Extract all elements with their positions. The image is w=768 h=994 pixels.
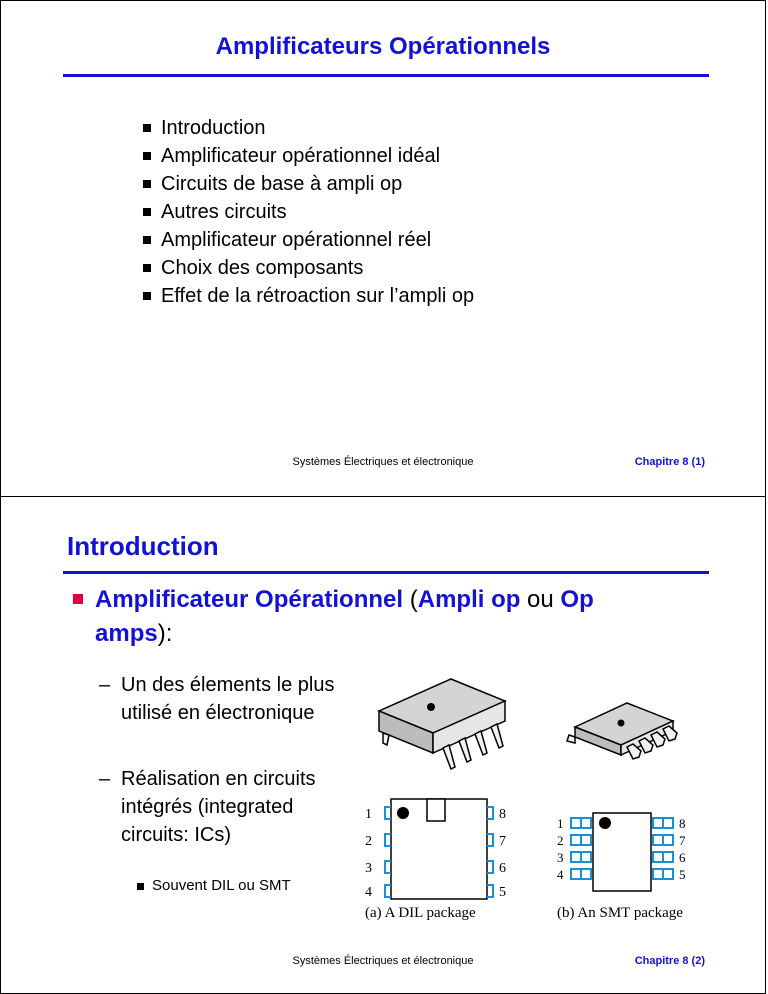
square-bullet-icon <box>143 208 151 216</box>
term-amplificateur: Amplificateur Opérationnel <box>95 586 404 613</box>
square-bullet-icon <box>143 124 151 132</box>
paren-close: ): <box>157 620 173 647</box>
sub-sub-bullet-text: Souvent DIL ou SMT <box>152 877 291 894</box>
pin-label: 4 <box>365 885 372 900</box>
dil-chip-3d-icon <box>373 673 509 773</box>
pin-label: 2 <box>557 833 564 848</box>
sub-bullet <box>99 671 349 727</box>
square-bullet-icon <box>137 883 144 890</box>
smt-pinout-diagram <box>551 809 701 895</box>
square-bullet-icon <box>143 292 151 300</box>
term-ampli-op: Ampli op <box>417 586 521 613</box>
sub-bullet <box>99 765 349 849</box>
outline-item: Choix des composants <box>143 254 474 282</box>
outline-item: Introduction <box>143 114 474 142</box>
outline-item: Autres circuits <box>143 198 474 226</box>
pin-label: 6 <box>499 861 506 876</box>
pin-label: 7 <box>679 833 686 848</box>
dil-pinout-diagram <box>361 793 511 905</box>
square-bullet-icon <box>143 152 151 160</box>
footer-course: Systèmes Électriques et électronique <box>292 955 474 967</box>
or-text: ou <box>520 586 561 613</box>
footer-chapter: Chapitre 8 (2) <box>634 955 705 967</box>
dash-bullet: – <box>99 768 111 790</box>
square-bullet-icon <box>143 264 151 272</box>
pin-label: 2 <box>365 834 372 849</box>
dash-bullet: – <box>99 674 111 696</box>
slide-title: Amplificateurs Opérationnels <box>215 33 551 60</box>
square-bullet-icon <box>143 236 151 244</box>
footer-chapter: Chapitre 8 (1) <box>634 456 705 468</box>
pin-label: 6 <box>679 850 686 865</box>
pin-label: 7 <box>499 834 506 849</box>
title-rule <box>63 74 709 77</box>
pin-label: 4 <box>557 867 564 882</box>
outline-item: Amplificateur opérationnel idéal <box>143 142 474 170</box>
square-bullet-icon <box>73 594 83 604</box>
pin-label: 5 <box>679 867 686 882</box>
pin-label: 5 <box>499 885 506 900</box>
slide-2 <box>0 496 766 994</box>
footer-course: Systèmes Électriques et électronique <box>292 456 474 468</box>
outline-item: Circuits de base à ampli op <box>143 170 474 198</box>
pin-label: 3 <box>365 861 372 876</box>
slide-title: Introduction <box>67 531 219 561</box>
pin-label: 1 <box>365 807 372 822</box>
sub-bullet-text: Un des élements le plus utilisé en électronique <box>121 674 335 724</box>
pin-label: 1 <box>557 816 564 831</box>
outline-list <box>143 114 474 310</box>
pin-label: 8 <box>679 816 686 831</box>
square-bullet-icon <box>143 180 151 188</box>
pin-label: 3 <box>557 850 564 865</box>
caption-dil: (a) A DIL package <box>365 905 476 921</box>
slide-1 <box>0 0 766 497</box>
sub-bullet-text: Réalisation en circuits intégrés (integrated circuits: ICs) <box>121 768 316 846</box>
outline-item: Effet de la rétroaction sur l’ampli op <box>143 282 474 310</box>
smt-chip-3d-icon <box>561 687 691 767</box>
pin-label: 8 <box>499 807 506 822</box>
term-op-amps: Op amps <box>95 586 594 647</box>
paren-open: ( <box>403 586 418 613</box>
title-rule <box>63 571 709 574</box>
sub-sub-bullet <box>137 877 291 894</box>
lead-bullet <box>73 583 673 651</box>
outline-item: Amplificateur opérationnel réel <box>143 226 474 254</box>
caption-smt: (b) An SMT package <box>557 905 683 921</box>
